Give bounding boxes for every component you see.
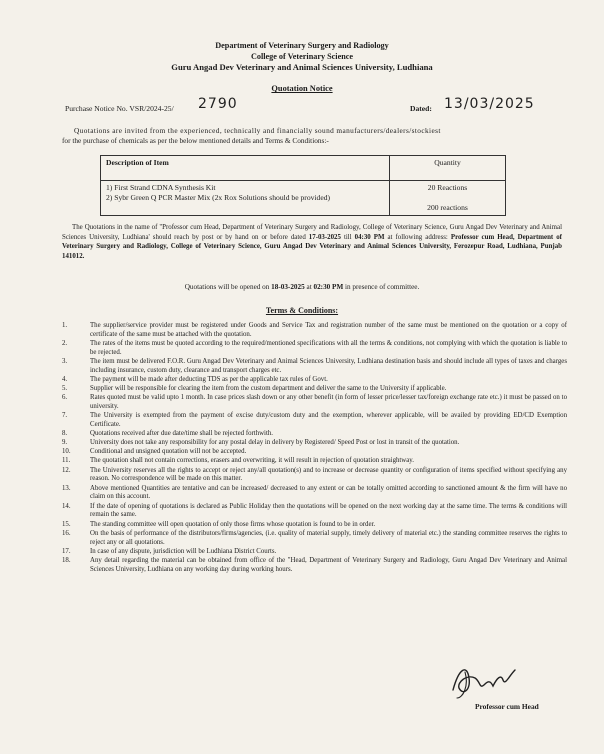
list-item: 8. Quotations received after due date/time shall be rejected forthwith. [62,430,273,438]
quantity-header: Quantity [390,156,506,181]
list-item: 6. Rates quoted must be valid upto 1 month. In case prices slash down or any other benefit (in form of lesser price/lesser tax/foreign exchange rate etc.) it must be passed on to university. [62,394,567,411]
college-name: College of Veterinary Science [250,52,354,61]
list-item: 15. The standing committee will open quotation of only those firms whose quotation is found to be in order. [62,520,376,528]
intro-line-2: for the purchase of chemicals as per the below mentioned details and Terms & Conditions:- [62,136,329,145]
item-description: Sybr Green Q PCR Master Mix (2x Rox Solutions should be provided) [114,193,331,202]
university-name: Guru Angad Dev Veterinary and Animal Sciences University, Ludhiana [171,62,433,72]
item-number: 1) [106,183,113,192]
submission-text-2: till [340,233,355,241]
list-item: 2. The rates of the items must be quoted according to the required/mentioned specifications with all the terms & conditions, not complying with which the quotation is liable to be rejected. [62,340,567,356]
item-quantities [390,181,506,216]
list-item: 16. On the basis of performance of the distributors/firms/agencies, (i.e. quality of material supply, timely delivery of material etc.) the standing committee reserves the rights to reject any or all quotations. [62,529,567,546]
list-item: 1. The supplier/service provider must be registered under Goods and Service Tax and registration number of the same must be mentioned on the quotation or a copy of certificate of the same must be attached with the quotation. [62,322,567,338]
item-1-quantity: 20 Reactions [427,183,468,192]
submission-text-1: The Quotations in the name of "Professor cum Head, Department of Veterinary Surgery and Radiology, College of Veterinary Science, Guru Angad Dev Veterinary and Animal Sciences University, Ludhiana' should reach by post or by hand on or before dated [62,224,562,241]
list-item: 7. The University is exempted from the payment of excise duty/custom duty and the exemption, wherever applicable, will be availed by providing ED/CD Exemption Certificate. [62,412,567,429]
notice-title: Quotation Notice [271,84,333,93]
dated-label: Dated: [410,104,432,113]
opening-date: 18-03-2025 [271,283,305,291]
intro-paragraph [62,126,562,146]
item-2-quantity: 200 reactions [427,203,468,212]
list-item: 5. Supplier will be responsible for clearing the item from the custom department and deliver the same to the University if applicable. [62,385,447,393]
dated-value: 13/03/2025 [444,96,535,112]
list-item: 3. The item must be delivered F.O.R. Guru Angad Dev Veterinary and Animal Sciences University, Ludhiana destination basis and should include all types of taxes and charges including insurance, custom duty, clearance and transport charges etc. [62,358,567,374]
items-table [100,155,506,216]
item-1 [106,183,384,193]
purchase-notice-number: 2790 [198,96,238,112]
signatory-title: Professor cum Head [475,702,539,711]
item-descriptions [101,181,390,216]
list-item: 9. University does not take any responsibility for any postal delay in delivery by Registered/ Speed Post or lost in transit of the quotation. [62,439,460,447]
handwritten-signature [445,660,525,700]
submission-paragraph [62,223,562,261]
item-2 [106,193,384,203]
department-name: Department of Veterinary Surgery and Radiology [215,41,389,50]
list-item: 12. The University reserves all the rights to accept or reject any/all quotation(s) and to increase or decrease quantity or configuration of items specified without specifying any reason. No correspondence will be made on this matter. [62,466,567,483]
intro-line-1: Quotations are invited from the experienced, technically and financially sound manufacturers/dealers/stockiest [74,126,441,135]
opening-time: 02:30 PM [313,283,344,291]
opening-text-2: at [304,283,314,291]
terms-list [62,322,567,575]
purchase-notice-label: Purchase Notice No. VSR/2024-25/ [65,104,174,113]
list-item: 10. Conditional and unsigned quotation will not be accepted. [62,448,247,456]
opening-text-1: Quotations will be opened on [184,283,272,291]
terms-title: Terms & Conditions: [265,306,339,315]
list-item: 18. Any detail regarding the material can be obtained from office of the "Head, Department of Veterinary Surgery and Radiology, Guru Angad Dev Veterinary and Animal Sciences University, Ludhiana on any working day during working hours. [62,556,567,573]
item-number: 2) [106,193,113,202]
opening-text-3: in presence of committee. [343,283,420,291]
list-item: 13. Above mentioned Quantities are tentative and can be increased/ decreased to any extent or can be totally omitted according to sanctioned amount & the firm will have no claim on this account. [62,484,567,501]
item-description: First Strand CDNA Synthesis Kit [114,183,216,192]
list-item: 14. If the date of opening of quotations is declared as Public Holiday then the quotations will be opened on the next working day at the same time. The terms & conditions will remain the same. [62,502,567,519]
deadline-date: 17-03-2025 [308,233,341,241]
opening-notice [0,283,604,291]
list-item: 11. The quotation shall not contain corrections, erasers and overwriting, it will result in rejection of quotation straightway. [62,457,414,465]
description-header: Description of Item [101,156,390,181]
table-row [101,181,506,216]
submission-address: Professor cum Head, Department of Veterinary Surgery and Radiology, College of Veterinary Science, Guru Angad Dev Veterinary and Animal Sciences University, Ferozepur Road, Ludhiana, Punjab 141012. [62,233,562,260]
deadline-time: 04:30 PM [354,233,385,241]
list-item: 17. In case of any dispute, jurisdiction will be Ludhiana District Courts. [62,547,277,555]
table-header-row [101,156,506,181]
submission-text-3: at following address: [384,233,451,241]
list-item: 4. The payment will be made after deducting TDS as per the applicable tax rules of Govt. [62,376,328,383]
